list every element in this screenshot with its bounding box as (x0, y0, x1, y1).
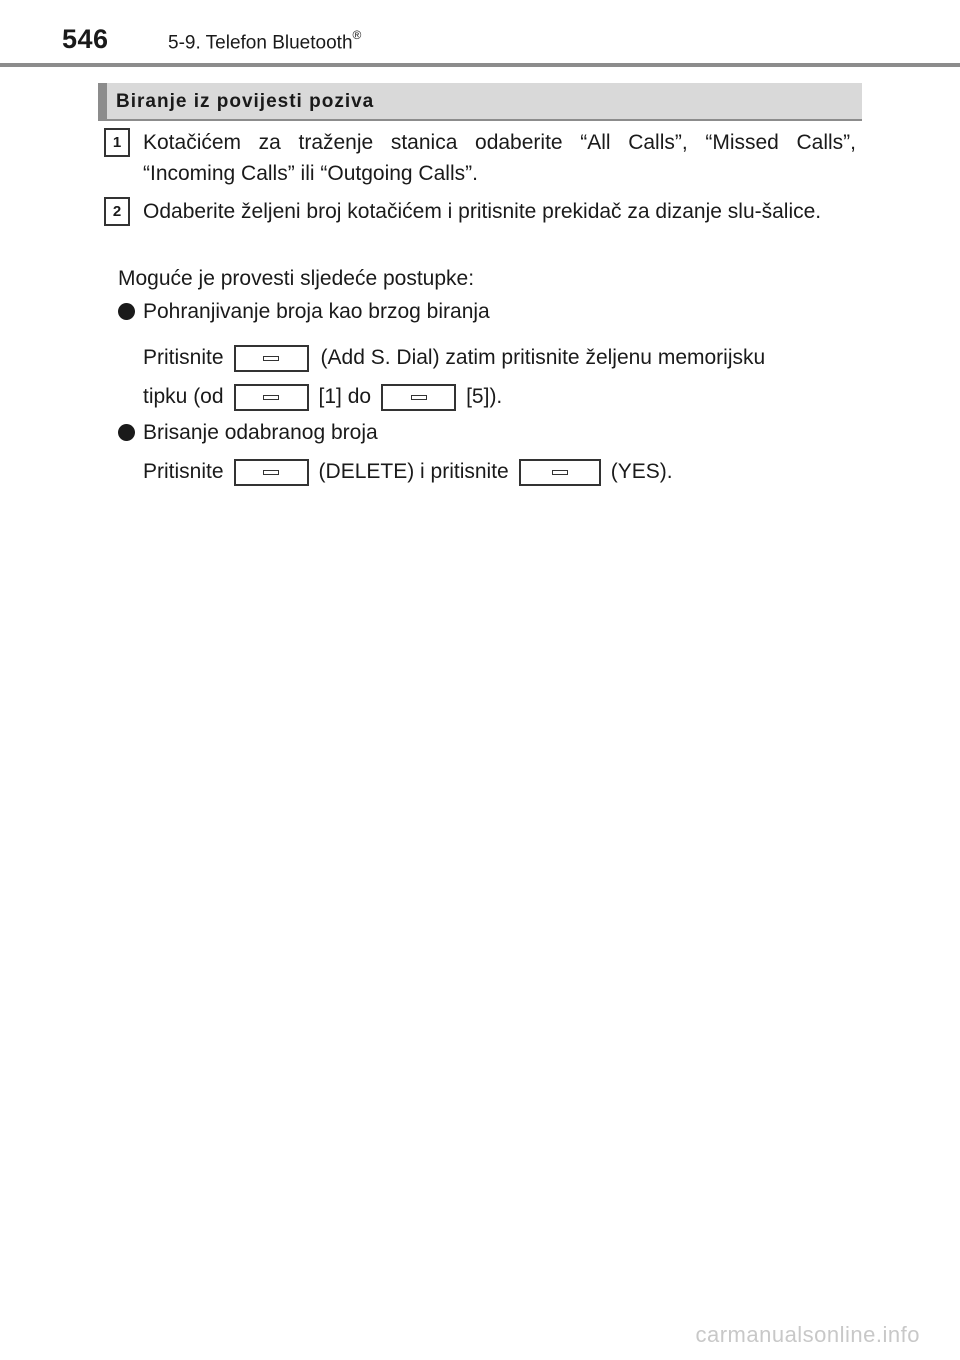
memory-key-1-button-icon (234, 384, 309, 411)
yes-button-icon (519, 459, 601, 486)
header-rule (0, 63, 960, 67)
procedure-1-line-2 (143, 381, 502, 412)
chapter-title (168, 30, 361, 54)
procedure-1-text-a: Pritisnite (143, 346, 224, 369)
watermark: carmanualsonline.info (695, 1322, 920, 1347)
step-1-text: Kotačićem za traženje stanica odaberite “All Calls”, “Missed Calls”, “Incoming Calls” ili “Outgoing Calls”. (143, 131, 856, 185)
procedure-2-line-1 (143, 456, 673, 487)
section-heading-accent (98, 83, 107, 120)
procedure-1-text-b: (Add S. Dial) zatim pritisnite željenu memorijsku (320, 346, 766, 369)
registered-mark: ® (352, 28, 362, 42)
procedure-2-title: Brisanje odabranog broja (143, 421, 378, 444)
chapter-title-text: 5-9. Telefon Bluetooth (168, 32, 353, 54)
add-speed-dial-button-icon (234, 345, 309, 372)
procedure-1-title: Pohranjivanje broja kao brzog biranja (143, 300, 490, 323)
bullet-1 (118, 303, 135, 320)
procedure-1-text-e: [5]). (466, 385, 503, 408)
procedure-2-text-c: (YES). (610, 460, 673, 483)
procedure-1-text-c: tipku (od (143, 385, 224, 408)
step-2-badge: 2 (104, 197, 130, 226)
procedure-1-text-d: [1] do (318, 385, 372, 408)
memory-key-5-button-icon (381, 384, 456, 411)
procedure-2-text-b: (DELETE) i pritisnite (318, 460, 509, 483)
section-title: Biranje iz povijesti poziva (116, 91, 375, 112)
step-2-text: Odaberite željeni broj kotačićem i pritisnite prekidač za dizanje slu-šalice. (143, 200, 822, 223)
procedure-2-text-a: Pritisnite (143, 460, 224, 483)
section-rule (98, 119, 862, 121)
delete-button-icon (234, 459, 309, 486)
bullet-2 (118, 424, 135, 441)
procedures-intro: Moguće je provesti sljedeće postupke: (118, 267, 475, 290)
step-1-badge: 1 (104, 128, 130, 157)
procedure-1-line-1 (143, 342, 856, 373)
page-number: 546 (62, 24, 109, 54)
section-heading-bar (98, 83, 862, 120)
